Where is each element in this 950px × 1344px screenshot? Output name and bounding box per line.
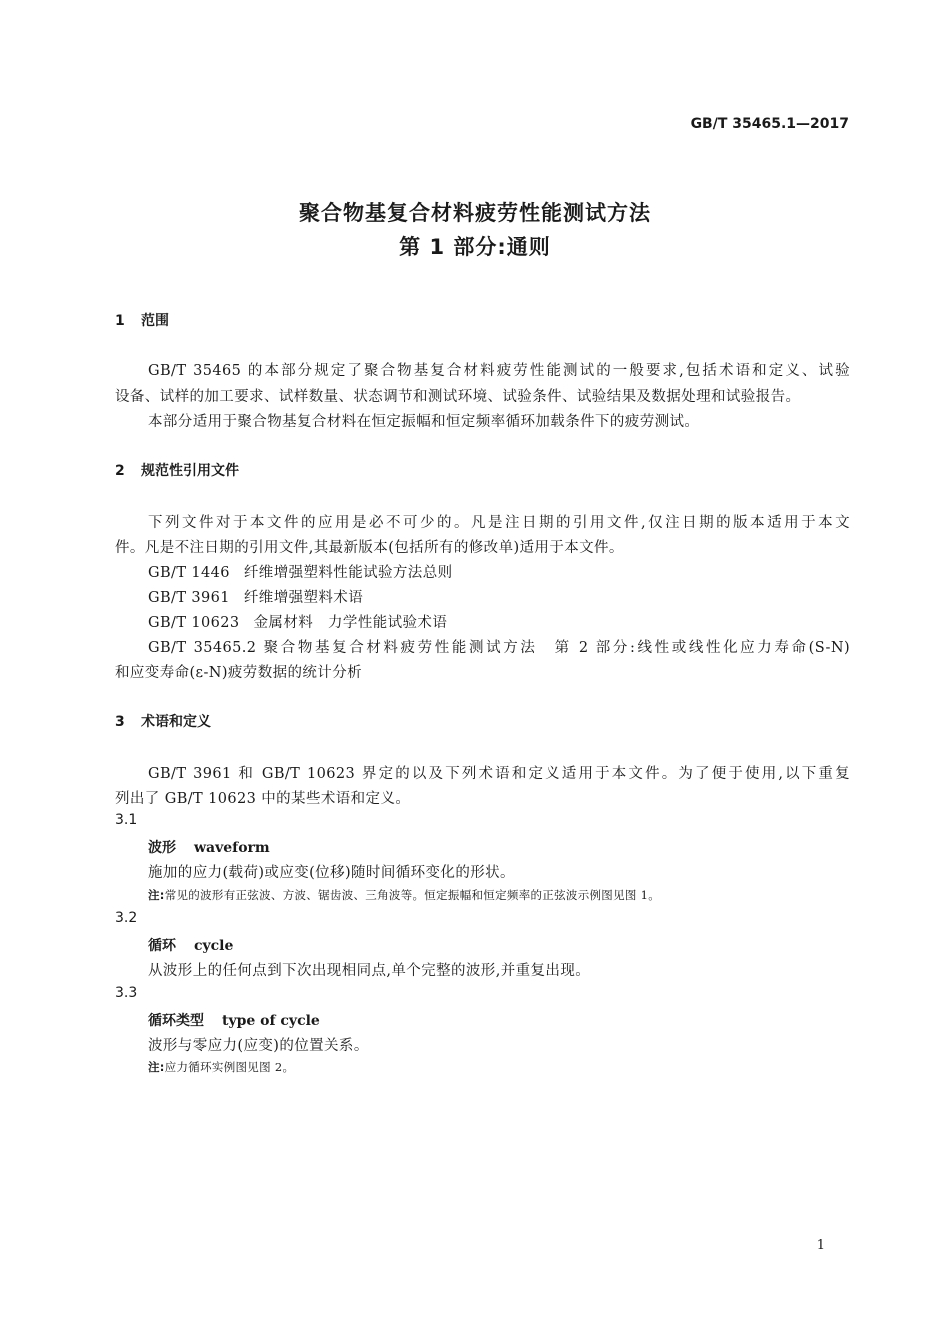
term-definition: 施加的应力(载荷)或应变(位移)随时间循环变化的形状。 (148, 865, 515, 881)
term-chinese: 循环 (148, 938, 176, 954)
reference-title: 纤维增强塑料术语 (243, 590, 364, 606)
section-title: 规范性引用文件 (141, 463, 239, 479)
term-number: 3.1 (115, 812, 138, 828)
note-text: 应力循环实例图见图 2。 (164, 1060, 295, 1074)
paragraph: GB/T 3961 和 GB/T 10623 界定的以及下列术语和定义适用于本文件。为了便于使用,以下重复 (148, 766, 850, 782)
reference-title: 金属材料 力学性能试验术语 (253, 615, 448, 631)
term-chinese: 循环类型 (148, 1013, 204, 1029)
reference-title: 纤维增强塑料性能试验方法总则 (243, 565, 453, 581)
term-english: waveform (194, 840, 270, 856)
document-subtitle: 第 1 部分:通则 (399, 235, 551, 259)
paragraph: GB/T 35465 的本部分规定了聚合物基复合材料疲劳性能测试的一般要求,包括术语和定义、试验 (148, 363, 850, 379)
term-definition: 波形与零应力(应变)的位置关系。 (148, 1038, 369, 1054)
term-note (148, 887, 660, 903)
section-number: 3 (115, 714, 125, 730)
reference-continuation: 和应变寿命(ε-N)疲劳数据的统计分析 (115, 665, 363, 681)
reference-code: GB/T 3961 (148, 590, 230, 606)
term-heading (148, 1010, 320, 1030)
section-number: 1 (115, 313, 125, 329)
document-title: 聚合物基复合材料疲劳性能测试方法 (299, 201, 651, 225)
section-title: 术语和定义 (141, 714, 211, 730)
reference-code: GB/T 10623 (148, 615, 240, 631)
term-note (148, 1059, 294, 1075)
reference-title: 聚合物基复合材料疲劳性能测试方法 第 2 部分:线性或线性化应力寿命(S-N) (263, 640, 851, 656)
section-title: 范围 (141, 313, 169, 329)
term-heading (148, 935, 233, 955)
term-number: 3.2 (115, 910, 138, 926)
reference-code: GB/T 1446 (148, 565, 230, 581)
term-chinese: 波形 (148, 840, 176, 856)
term-heading (148, 837, 270, 857)
section-number: 2 (115, 463, 125, 479)
section-2-heading (115, 460, 239, 480)
standard-number: GB/T 35465.1—2017 (690, 116, 849, 132)
normative-reference (148, 586, 363, 607)
reference-code: GB/T 35465.2 (148, 640, 257, 656)
note-text: 常见的波形有正弦波、方波、锯齿波、三角波等。恒定振幅和恒定频率的正弦波示例图见图 1。 (164, 888, 661, 902)
paragraph-continuation: 件。凡是不注日期的引用文件,其最新版本(包括所有的修改单)适用于本文件。 (115, 540, 624, 556)
note-label: 注: (148, 1060, 165, 1074)
paragraph-continuation: 设备、试样的加工要求、试样数量、状态调节和测试环境、试验条件、试验结果及数据处理和试验报告。 (115, 389, 801, 405)
term-definition: 从波形上的任何点到下次出现相同点,单个完整的波形,并重复出现。 (148, 963, 591, 979)
section-1-heading (115, 310, 169, 330)
normative-reference (148, 636, 850, 657)
term-english: cycle (194, 938, 234, 954)
paragraph: 下列文件对于本文件的应用是必不可少的。凡是注日期的引用文件,仅注日期的版本适用于本文 (148, 515, 850, 531)
normative-reference (148, 611, 447, 632)
term-english: type of cycle (222, 1013, 320, 1029)
term-number: 3.3 (115, 985, 138, 1001)
paragraph-continuation: 列出了 GB/T 10623 中的某些术语和定义。 (115, 791, 411, 807)
normative-reference (148, 561, 453, 582)
note-label: 注: (148, 888, 165, 902)
page-number: 1 (816, 1238, 825, 1253)
section-3-heading (115, 711, 211, 731)
paragraph: 本部分适用于聚合物基复合材料在恒定振幅和恒定频率循环加载条件下的疲劳测试。 (148, 414, 700, 430)
